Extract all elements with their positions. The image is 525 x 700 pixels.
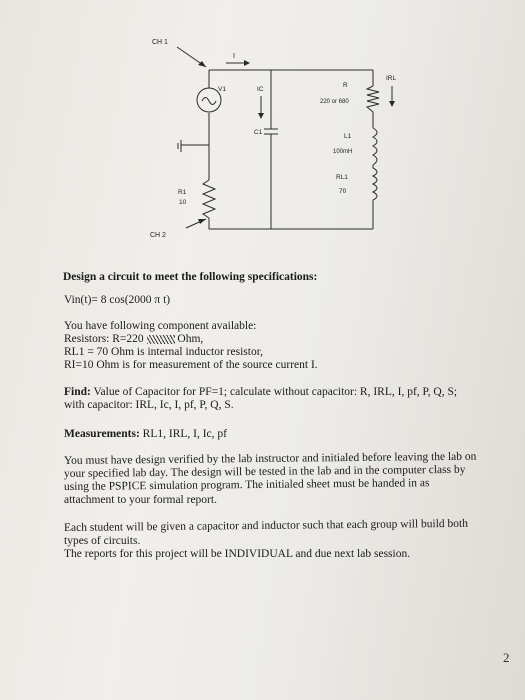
para1-line-4: attachment to your formal report. bbox=[64, 494, 217, 506]
label-current-i: I bbox=[233, 53, 235, 60]
design-heading: Design a circuit to meet the following specifications: bbox=[63, 271, 318, 283]
para1-line-2: your specified lab day. The design will be tested in the lab and in the computer class by bbox=[63, 463, 466, 480]
page-number: 2 bbox=[503, 650, 510, 665]
measurements-label: Measurements: bbox=[64, 428, 140, 440]
circuit-schematic bbox=[0, 0, 525, 260]
measurements-text: RL1, IRL, I, Ic, pf bbox=[139, 428, 227, 440]
find-text: Value of Capacitor for PF=1; calculate without capacitor: R, IRL, I, pf, P, Q, S; bbox=[90, 386, 458, 398]
label-r1-value: 10 bbox=[179, 199, 187, 206]
resistors-line bbox=[64, 333, 203, 346]
para1-line-1: You must have design verified by the lab instructor and initialed before leaving the lab on bbox=[63, 450, 477, 467]
components-intro: You have following component available: bbox=[64, 320, 257, 332]
label-r1: R1 bbox=[178, 189, 187, 196]
label-l1-value: 100mH bbox=[333, 149, 353, 155]
label-c1: C1 bbox=[254, 129, 263, 136]
label-v1: V1 bbox=[218, 86, 226, 93]
resistors-prefix: Resistors: R=220 bbox=[64, 333, 147, 345]
label-rl1-value: 70 bbox=[339, 188, 347, 195]
label-ic: IC bbox=[257, 86, 264, 93]
resistors-suffix: Ohm, bbox=[174, 333, 204, 345]
label-ch1: CH 1 bbox=[152, 39, 168, 46]
find-line-2: with capacitor: IRL, Ic, I, pf, P, Q, S. bbox=[64, 399, 234, 411]
find-line bbox=[64, 386, 457, 399]
label-l1: L1 bbox=[344, 133, 352, 140]
para1-line-3: using the PSPICE simulation program. The initialed sheet must be handed in as bbox=[63, 477, 430, 493]
scribble-mark bbox=[147, 335, 175, 344]
rl1-line: RL1 = 70 Ohm is internal inductor resistor, bbox=[64, 346, 263, 358]
find-label: Find: bbox=[64, 386, 91, 398]
label-irl: IRL bbox=[386, 75, 397, 82]
ri-line: RI=10 Ohm is for measurement of the source current I. bbox=[64, 359, 318, 371]
para2-line-3: The reports for this project will be INDIVIDUAL and due next lab session. bbox=[64, 548, 411, 560]
label-r-value: 220 or 680 bbox=[320, 99, 349, 105]
label-rl1: RL1 bbox=[336, 174, 348, 181]
measurements-line bbox=[64, 428, 227, 441]
para2-line-2: types of circuits. bbox=[64, 535, 141, 547]
vin-spec: Vin(t)= 8 cos(2000 π t) bbox=[64, 294, 171, 306]
para2-line-1: Each student will be given a capacitor and inductor such that each group will build both bbox=[63, 517, 469, 534]
label-r: R bbox=[343, 82, 348, 89]
label-ch2: CH 2 bbox=[150, 232, 166, 239]
